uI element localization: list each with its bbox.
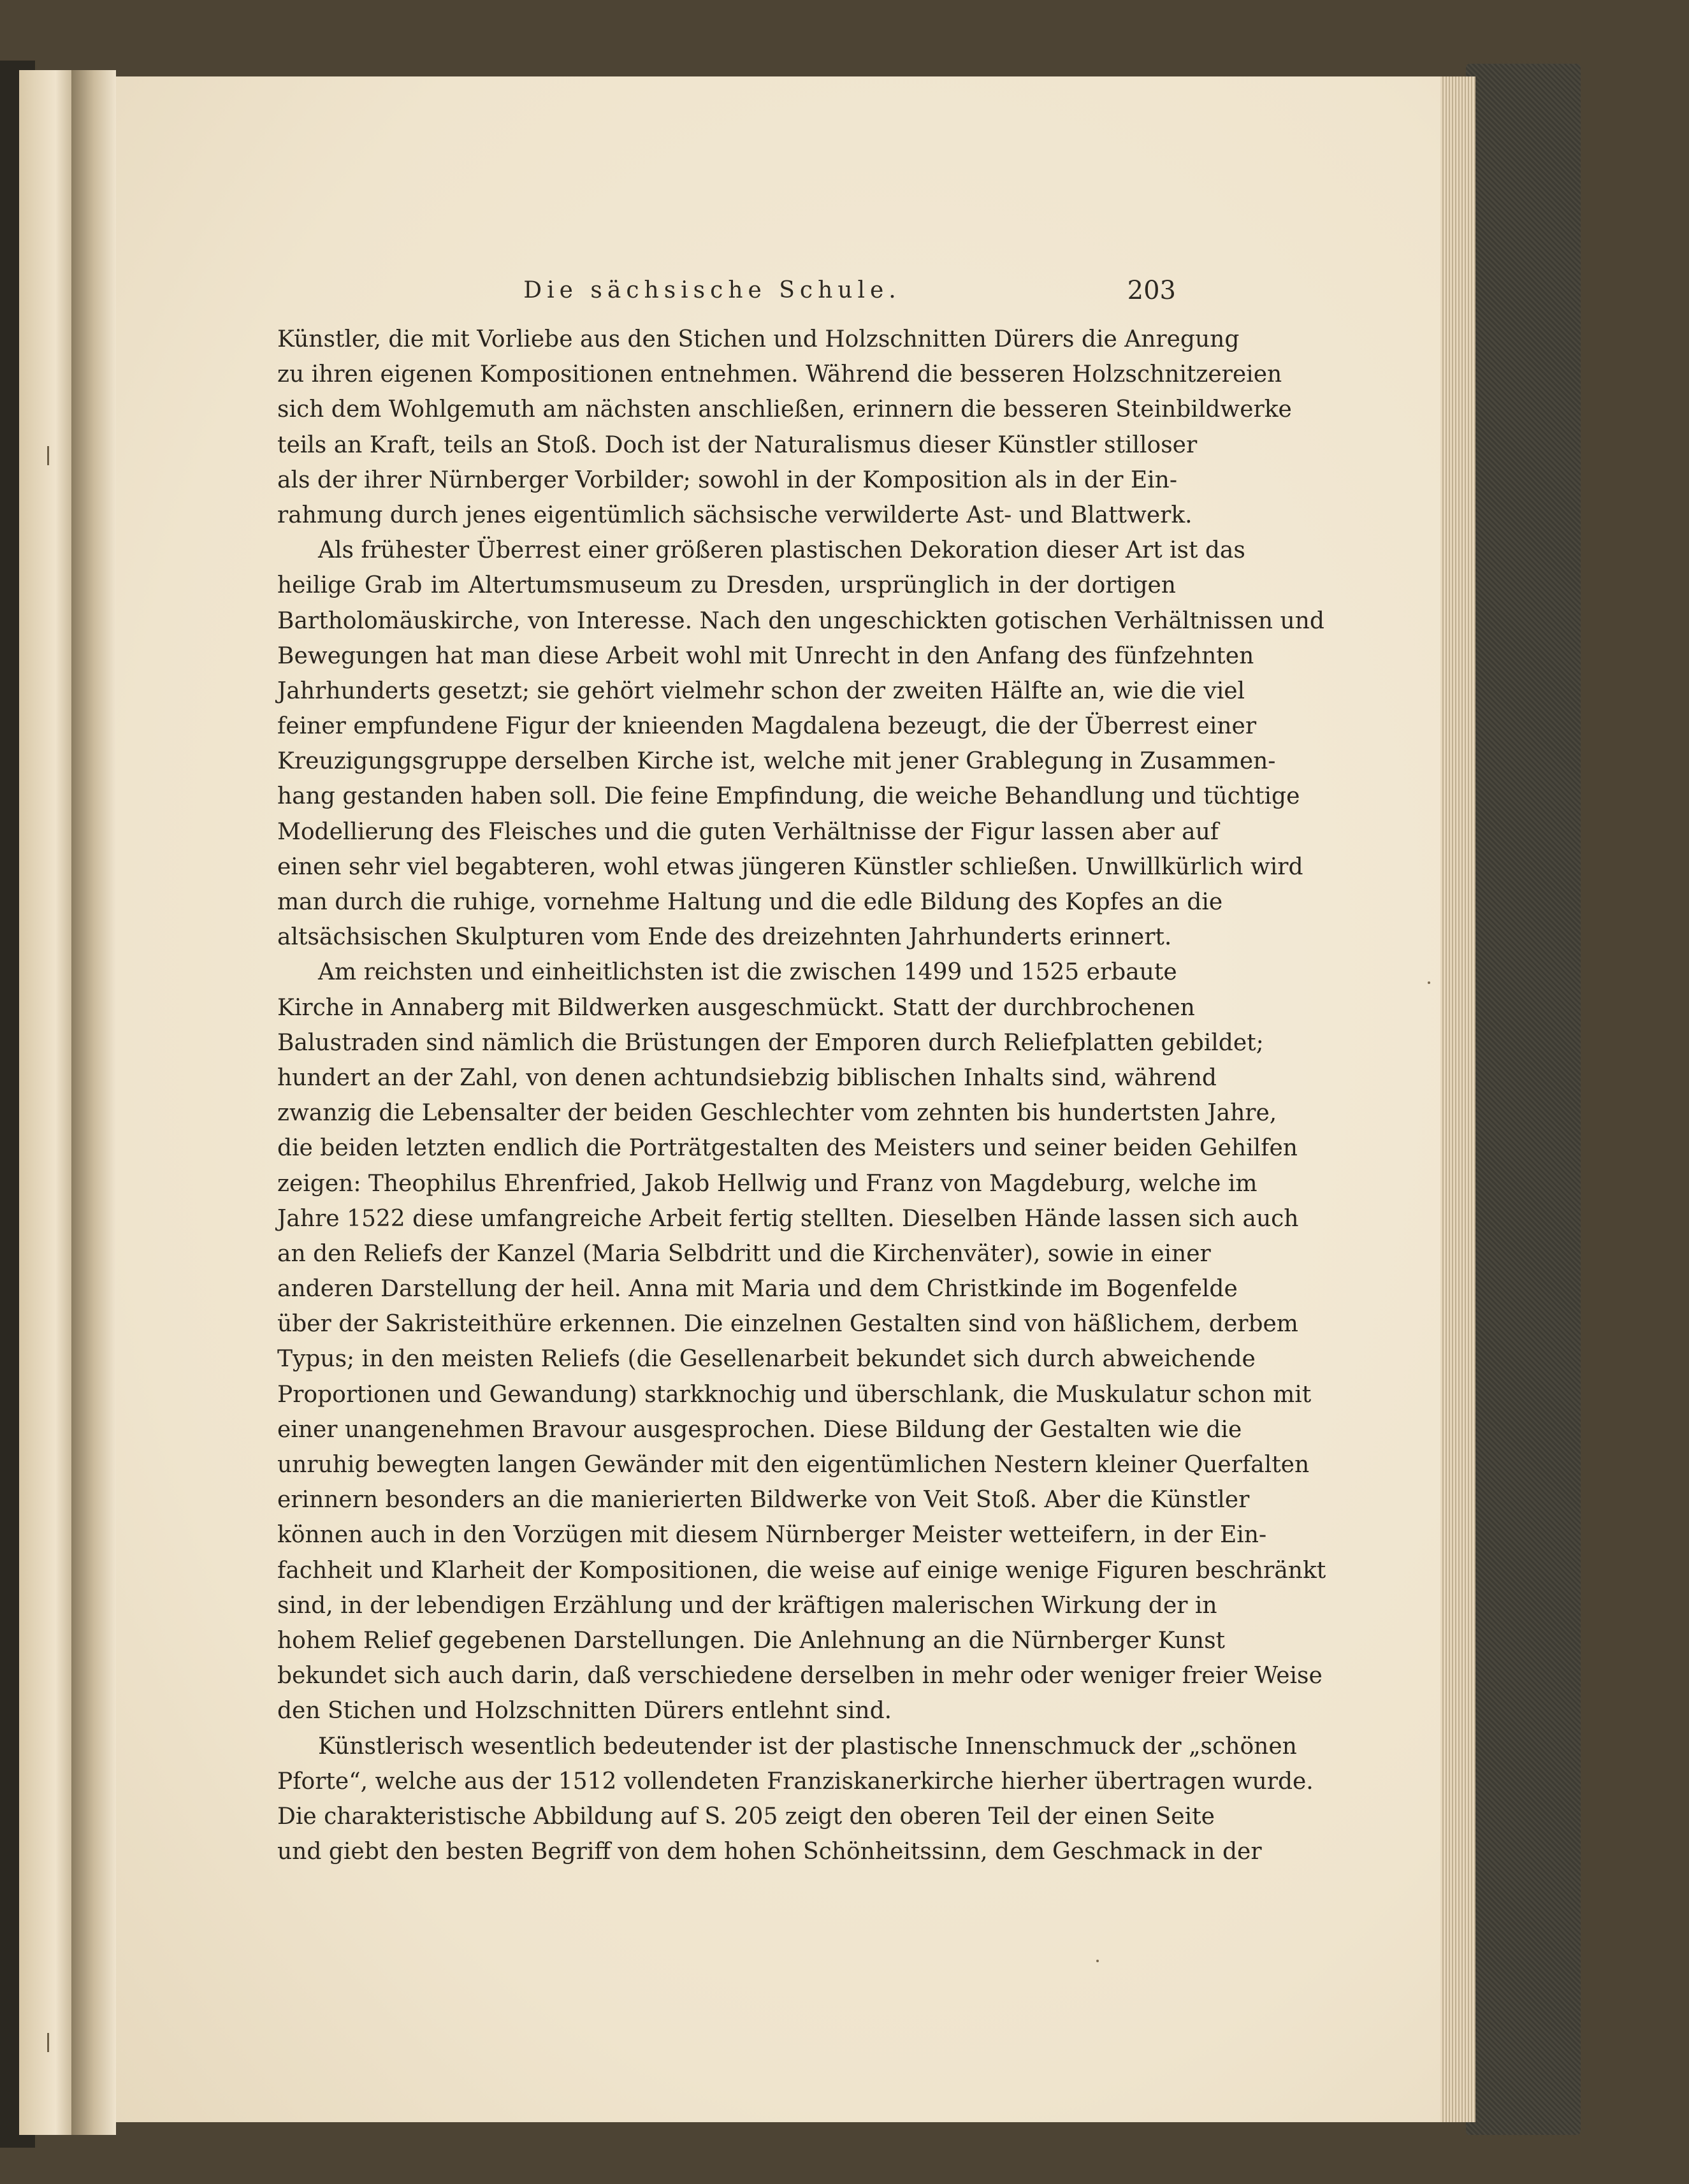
text-line: altsächsischen Skulpturen vom Ende des dreizehnten Jahrhunderts erinnert.: [277, 924, 1172, 951]
text-line: einer unangenehmen Bravour ausgesprochen. Diese Bildung der Gestalten wie die: [277, 1416, 1242, 1443]
text-line: Proportionen und Gewandung) starkknochig und überschlank, die Muskulatur schon mit: [277, 1381, 1312, 1408]
text-line: feiner empfundene Figur der knieenden Magdalena bezeugt, die der Überrest einer: [277, 713, 1257, 740]
page-number: 203: [1127, 276, 1176, 305]
text-line: den Stichen und Holzschnitten Dürers entlehnt sind.: [277, 1698, 892, 1725]
text-line: teils an Kraft, teils an Stoß. Doch ist der Naturalismus dieser Künstler stilloser: [277, 431, 1198, 458]
text-line: über der Sakristeithüre erkennen. Die einzelnen Gestalten sind von häßlichem, derbem: [277, 1311, 1298, 1338]
text-line: unruhig bewegten langen Gewänder mit den eigentümlichen Nestern kleiner Querfalten: [277, 1452, 1310, 1478]
margin-mark: [47, 2033, 49, 2052]
text-line: Künstler, die mit Vorliebe aus den Stichen und Holzschnitten Dürers die Anregung: [277, 326, 1240, 352]
text-line: Jahre 1522 diese umfangreiche Arbeit fertig stellten. Dieselben Hände lassen sich auch: [277, 1205, 1299, 1232]
paper-speck: [1096, 1960, 1099, 1962]
text-line: fachheit und Klarheit der Kompositionen, die weise auf einige wenige Figuren beschränkt: [277, 1557, 1326, 1584]
text-line: können auch in den Vorzügen mit diesem Nürnberger Meister wetteifern, in der Ein-: [277, 1522, 1267, 1549]
book-cover-right: [1466, 64, 1581, 2135]
paper-speck: [1428, 981, 1430, 984]
page-header: [249, 277, 1176, 315]
text-line: hohem Relief gegebenen Darstellungen. Die Anlehnung an die Nürnberger Kunst: [277, 1627, 1226, 1654]
text-line: Kirche in Annaberg mit Bildwerken ausgeschmückt. Statt der durchbrochenen: [277, 994, 1195, 1021]
text-line: anderen Darstellung der heil. Anna mit Maria und dem Christkinde im Bogenfelde: [277, 1276, 1238, 1303]
text-line: zwanzig die Lebensalter der beiden Geschlechter vom zehnten bis hundertsten Jahre,: [277, 1100, 1277, 1127]
text-line: hang gestanden haben soll. Die feine Empfindung, die weiche Behandlung und tüchtige: [277, 783, 1300, 810]
text-line: Am reichsten und einheitlichsten ist die zwischen 1499 und 1525 erbaute: [318, 959, 1177, 986]
text-line: und giebt den besten Begriff von dem hohen Schönheitssinn, dem Geschmack in der: [277, 1839, 1262, 1865]
text-line: Die charakteristische Abbildung auf S. 205 zeigt den oberen Teil der einen Seite: [277, 1803, 1215, 1830]
margin-mark: [47, 446, 49, 465]
text-line: Künstlerisch wesentlich bedeutender ist der plastische Innenschmuck der „schönen: [318, 1733, 1297, 1760]
text-line: als der ihrer Nürnberger Vorbilder; sowohl in der Komposition als in der Ein-: [277, 466, 1178, 493]
running-title: Die sächsische Schule.: [523, 277, 901, 303]
text-line: Bewegungen hat man diese Arbeit wohl mit Unrecht in den Anfang des fünfzehnten: [277, 642, 1254, 669]
text-line: Kreuzigungsgruppe derselben Kirche ist, welche mit jener Grablegung in Zusammen-: [277, 748, 1276, 775]
text-line: an den Reliefs der Kanzel (Maria Selbdritt und die Kirchenväter), sowie in einer: [277, 1240, 1211, 1267]
text-line: zu ihren eigenen Kompositionen entnehmen. Während die besseren Holzschnitzereien: [277, 361, 1282, 388]
text-line: rahmung durch jenes eigentümlich sächsische verwilderte Ast- und Blattwerk.: [277, 502, 1192, 528]
facing-page-edge: [19, 70, 80, 2135]
text-line: die beiden letzten endlich die Porträtgestalten des Meisters und seiner beiden Gehilfen: [277, 1135, 1298, 1162]
text-line: Modellierung des Fleisches und die guten Verhältnisse der Figur lassen aber auf: [277, 818, 1219, 845]
book-gutter: [71, 70, 116, 2135]
page-stack-edges: [1437, 76, 1475, 2122]
body-text: [277, 322, 1326, 1869]
text-line: bekundet sich auch darin, daß verschiedene derselben in mehr oder weniger freier Weise: [277, 1663, 1323, 1689]
text-line: man durch die ruhige, vornehme Haltung und die edle Bildung des Kopfes an die: [277, 889, 1223, 915]
text-line: zeigen: Theophilus Ehrenfried, Jakob Hellwig und Franz von Magdeburg, welche im: [277, 1170, 1258, 1197]
text-line: sind, in der lebendigen Erzählung und der kräftigen malerischen Wirkung der in: [277, 1592, 1217, 1619]
text-line: heilige Grab im Altertumsmuseum zu Dresden, ursprünglich in der dortigen: [277, 572, 1176, 599]
text-line: Pforte“, welche aus der 1512 vollendeten Franziskanerkirche hierher übertragen wurde.: [277, 1768, 1314, 1795]
text-line: erinnern besonders an die manierierten Bildwerke von Veit Stoß. Aber die Künstler: [277, 1487, 1250, 1514]
text-line: Balustraden sind nämlich die Brüstungen der Emporen durch Reliefplatten gebildet;: [277, 1029, 1264, 1056]
text-line: hundert an der Zahl, von denen achtundsiebzig biblischen Inhalts sind, während: [277, 1064, 1217, 1091]
text-line: Bartholomäuskirche, von Interesse. Nach den ungeschickten gotischen Verhältnissen und: [277, 607, 1324, 634]
text-line: einen sehr viel begabteren, wohl etwas jüngeren Künstler schließen. Unwillkürlich wird: [277, 853, 1303, 880]
text-line: Jahrhunderts gesetzt; sie gehört vielmehr schon der zweiten Hälfte an, wie die viel: [277, 677, 1245, 704]
text-line: Als frühester Überrest einer größeren plastischen Dekoration dieser Art ist das: [318, 537, 1245, 564]
text-line: sich dem Wohlgemuth am nächsten anschließen, erinnern die besseren Steinbildwerke: [277, 396, 1292, 423]
text-line: Typus; in den meisten Reliefs (die Gesellenarbeit bekundet sich durch abweichende: [277, 1346, 1256, 1373]
